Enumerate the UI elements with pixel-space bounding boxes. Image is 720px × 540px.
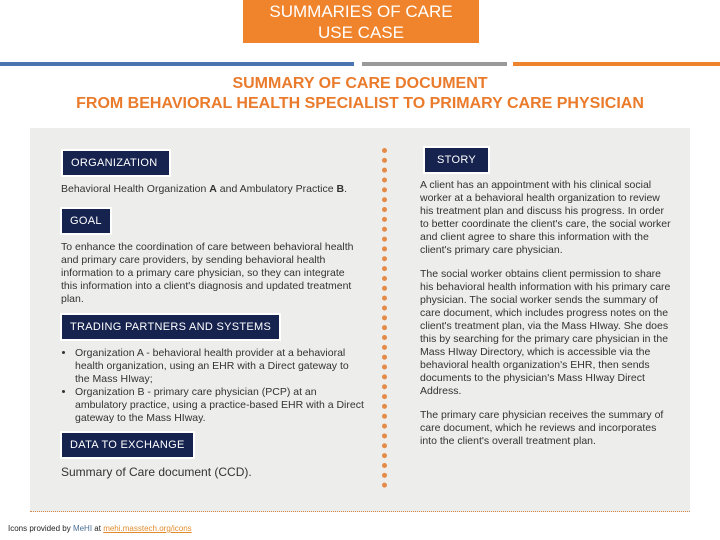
- story-label: STORY: [423, 146, 490, 174]
- banner-line1: SUMMARIES OF CARE: [269, 2, 453, 21]
- goal-text: To enhance the coordination of care between behavioral health and primary care providers, by sending behavioral health information to a primary care physician, so they can integrate this information into a client's diagnosis and updated treatment plan.: [61, 241, 354, 305]
- story-paragraph: A client has an appointment with his clinical social worker at a behavioral health organization to review his treatment plan and discuss his progress. In order to better coordinate the client's care, the social worker and client agree to share this information with the client's primary care physician.: [420, 179, 671, 256]
- title-line1: SUMMARY OF CARE DOCUMENT: [232, 75, 488, 92]
- divider-gray: [362, 62, 507, 66]
- partners-label: TRADING PARTNERS AND SYSTEMS: [60, 313, 281, 341]
- credit-text: Icons provided by: [8, 524, 73, 533]
- title-line2: FROM BEHAVIORAL HEALTH SPECIALIST TO PRIMARY CARE PHYSICIAN: [76, 95, 644, 112]
- icons-link[interactable]: mehi.masstech.org/icons: [103, 524, 192, 533]
- dotted-divider: [382, 148, 387, 488]
- icons-credit: [8, 524, 192, 533]
- exchange-label: DATA TO EXCHANGE: [60, 431, 195, 459]
- mehi-name: MeHI: [72, 524, 93, 533]
- org-end: .: [344, 183, 348, 195]
- story-text: [420, 179, 672, 448]
- page-title: [0, 74, 720, 114]
- credit-at: at: [92, 524, 104, 533]
- goal-label: GOAL: [60, 207, 112, 235]
- org-mid: and Ambulatory Practice: [216, 183, 337, 195]
- org-a: A: [209, 183, 217, 195]
- story-paragraph: The primary care physician receives the summary of care document, which he reviews and incorporates into the client's overall treatment plan.: [420, 409, 664, 447]
- partner-item: • Organization A - behavioral health provider at a behavioral health organization, using an EHR with a Direct gateway to the Mass HIway;: [75, 347, 364, 386]
- exchange-text: Summary of Care document (CCD).: [61, 465, 252, 479]
- use-case-banner: [243, 0, 479, 43]
- divider-orange: [513, 62, 720, 66]
- story-paragraph: The social worker obtains client permission to share his behavioral health information with his primary care physician. The social worker sends the summary of care document, which includes progress notes on the client's treatment plan, via the Mass HIway. She does this by searching for the primary care physician in the Mass HIway Directory, which is accessible via the behavioral health organization's EHR, then sends documents to the physician's Mass HIway Direct Address.: [420, 268, 671, 397]
- organization-text: [61, 183, 371, 196]
- organization-label: ORGANIZATION: [61, 149, 171, 177]
- org-b: B: [336, 183, 345, 195]
- partner-item: • Organization B - primary care physician (PCP) at an ambulatory practice, using a practice-based EHR with a Direct gateway to the Mass HIway.: [75, 386, 364, 425]
- partners-list: [61, 347, 364, 425]
- org-text: Behavioral Health Organization: [61, 183, 210, 195]
- banner-line2: USE CASE: [318, 23, 404, 42]
- divider-blue: [0, 62, 354, 66]
